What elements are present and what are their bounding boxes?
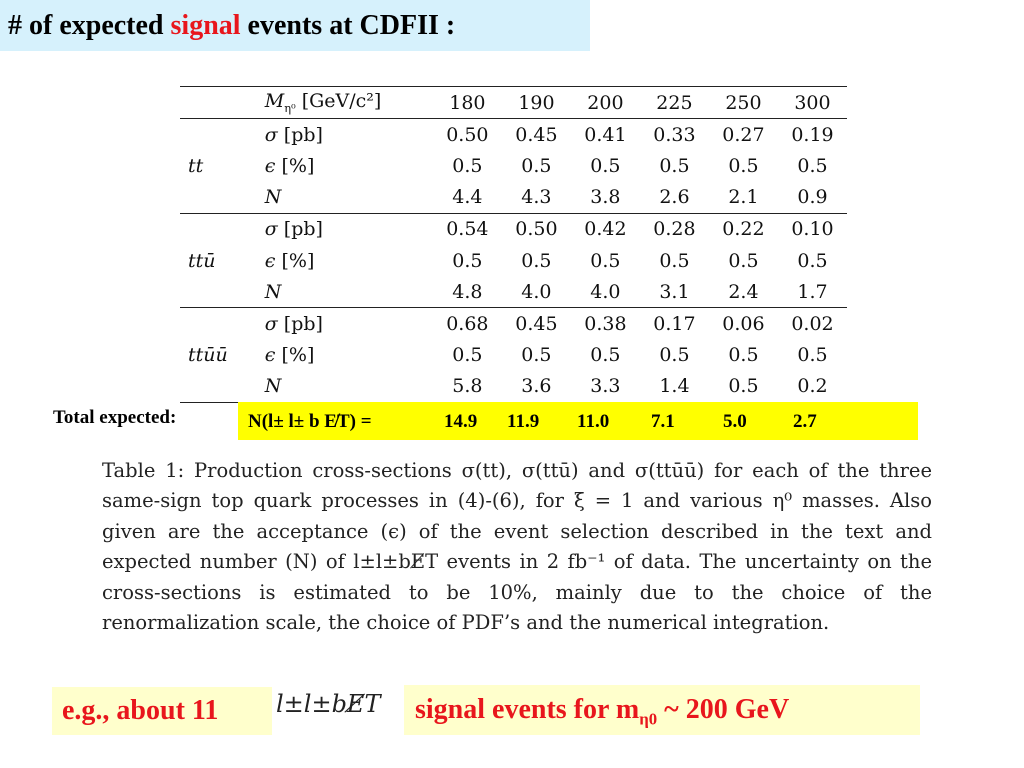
table-cell: 0.5 [797,344,828,367]
table-cell: 0.06 [709,308,778,340]
table-cell: 0.5 [797,249,828,272]
mass-value: ~ 200 GeV [657,694,790,725]
table-row [180,182,847,214]
quantity-unit: [%] [275,249,315,272]
table-cell: 4.4 [452,186,483,209]
total-formula: N(l± l± b E̸T) = [248,411,372,432]
quantity-label [261,371,433,403]
quantity-label [261,308,433,340]
table-cell: 0.5 [728,344,759,367]
table-cell: 0.54 [433,213,502,245]
mass-unit: [GeV/c²] [295,90,382,113]
header-blank [180,87,261,119]
table-cell: 3.3 [571,371,640,403]
quantity-unit: [%] [275,154,315,177]
quantity-unit: [pb] [277,218,323,241]
header-mass-label [261,87,433,119]
quantity-unit: [%] [275,344,315,367]
table-row [180,308,847,340]
table-row [180,213,847,245]
table-row [180,371,847,403]
table-cell: 4.0 [521,280,552,303]
table-cell: 0.5 [452,249,483,272]
table-cell: 0.5 [709,371,778,403]
table-cell: 0.33 [640,119,709,151]
quantity-symbol: ϵ [264,249,276,272]
quantity-label [261,245,433,276]
table-cell: 0.45 [502,119,571,151]
table-cell: 0.22 [709,213,778,245]
quantity-label [261,340,433,371]
table-row [180,119,847,151]
table-row [180,340,847,371]
table-cell: 4.0 [590,280,621,303]
mass-header-cell: 300 [778,87,847,119]
table-cell: 0.10 [778,213,847,245]
table-row [180,150,847,181]
table-cell: 3.6 [502,371,571,403]
total-expected-label: Total expected: [53,407,177,428]
total-value: 7.1 [651,411,675,432]
table-cell: 0.17 [640,308,709,340]
table-cell: 0.5 [659,249,690,272]
signal-events-note [404,685,920,735]
process-label [180,213,261,245]
table-cell: 0.5 [452,154,483,177]
table-row [180,245,847,276]
table-cell: 0.45 [502,308,571,340]
quantity-unit: [pb] [277,123,323,146]
quantity-symbol: σ [264,123,278,146]
eta-subscript: η0 [639,709,658,729]
table-cell: 3.8 [590,186,621,209]
table-cell: 4.8 [452,280,483,303]
table-caption: Table 1: Production cross-sections σ(tt), σ(ttū) and σ(ttūū) for each of the three same-sign top quark processes in (4)-(6), for ξ = 1 and various η⁰ masses. Also given are the acceptance (ϵ) of the event selection described in the text and expected number (N) of l±l±bE̸T events in 2 fb⁻¹ of data. The uncertainty on the cross-sections is estimated to be 10%, mainly due to the choice of the renormalization scale, the choice of PDF’s and the numerical integration. [102,459,932,635]
total-expected-box [238,402,918,440]
total-value: 11.9 [507,411,540,432]
mass-subscript: η⁰ [284,100,296,115]
table-cell: 0.50 [502,213,571,245]
table-cell: 4.3 [521,186,552,209]
total-value: 2.7 [793,411,817,432]
quantity-label [261,119,433,151]
table-cell: 2.6 [659,186,690,209]
table-cell: 0.68 [433,308,502,340]
table-cell: 0.9 [797,186,828,209]
mass-header-cell: 180 [433,87,502,119]
process-label: ttūū [188,344,228,367]
table-cell: 0.5 [590,249,621,272]
mass-header-cell: 225 [640,87,709,119]
table-cell: 0.5 [728,249,759,272]
table-cell: 0.28 [640,213,709,245]
table-cell: 0.5 [452,344,483,367]
process-label [180,308,261,340]
table-cell: 0.5 [590,154,621,177]
example-note: e.g., about 11 [52,687,272,735]
table-cell: 3.1 [659,280,690,303]
mass-header-cell: 190 [502,87,571,119]
quantity-symbol: N [264,280,282,303]
table-cell: 0.5 [797,154,828,177]
table-cell: 0.2 [778,371,847,403]
signal-events-text: signal events for m [415,694,640,725]
table-cell: 1.4 [640,371,709,403]
quantity-unit: [pb] [277,312,323,335]
table-row [180,276,847,308]
table-cell: 0.5 [521,344,552,367]
quantity-symbol: σ [264,312,278,335]
process-label [180,276,261,308]
table-cell: 0.27 [709,119,778,151]
total-value: 14.9 [444,411,478,432]
quantity-label [261,276,433,308]
table-cell: 0.5 [659,154,690,177]
title-suffix: events at CDFII : [240,10,456,41]
slide-title [0,0,590,51]
cross-section-table [180,86,847,403]
table-cell: 0.5 [521,249,552,272]
process-label [180,119,261,151]
table-cell: 0.5 [659,344,690,367]
process-label [180,371,261,403]
mass-header-cell: 250 [709,87,778,119]
header-row [180,87,847,119]
table-cell: 0.5 [590,344,621,367]
quantity-label [261,150,433,181]
table-cell: 0.5 [728,154,759,177]
process-label: tt [188,154,204,177]
process-label [180,182,261,214]
quantity-label [261,182,433,214]
mass-header-cell: 200 [571,87,640,119]
table-cell: 2.4 [728,280,759,303]
table-cell: 0.02 [778,308,847,340]
total-value: 11.0 [577,411,610,432]
table-cell: 0.5 [521,154,552,177]
quantity-symbol: ϵ [264,154,276,177]
quantity-symbol: ϵ [264,344,276,367]
quantity-symbol: N [264,375,282,398]
table-cell: 0.50 [433,119,502,151]
quantity-symbol: σ [264,218,278,241]
title-highlight: signal [170,10,241,41]
table-cell: 0.38 [571,308,640,340]
table-cell: 0.41 [571,119,640,151]
quantity-symbol: N [264,186,282,209]
total-value: 5.0 [723,411,747,432]
title-prefix: # of expected [8,10,171,41]
process-label: ttū [188,249,216,272]
table-cell: 0.42 [571,213,640,245]
table-cell: 5.8 [433,371,502,403]
table-cell: 1.7 [797,280,828,303]
signature-formula: l±l±bE̸T [276,690,381,718]
quantity-label [261,213,433,245]
mass-symbol: M [264,90,285,113]
table-cell: 0.19 [778,119,847,151]
table-cell: 2.1 [728,186,759,209]
